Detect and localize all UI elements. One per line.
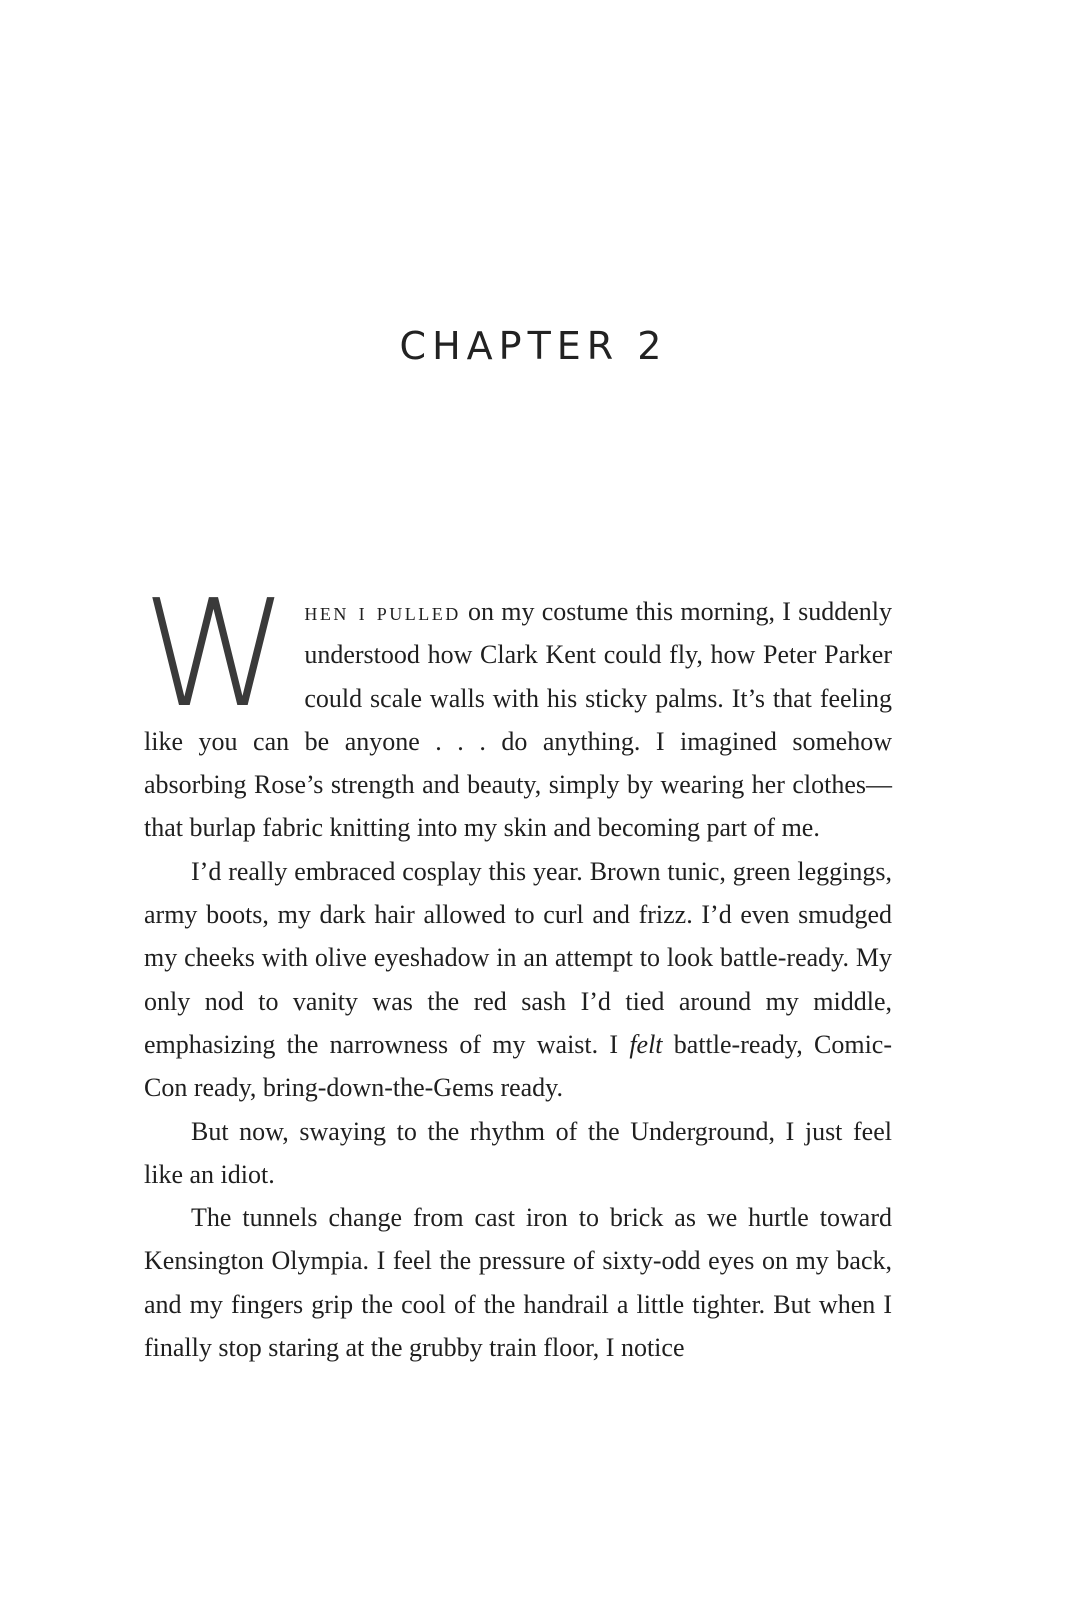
paragraph-3-text: But now, swaying to the rhythm of the Underground, I just feel like an idiot. (144, 1116, 892, 1189)
paragraph-1 (142, 568, 892, 850)
chapter-heading: CHAPTER 2 (399, 324, 668, 368)
paragraph-2-text-after: battle-ready, Comic-Con ready, bring-down-the-Gems ready. (144, 1029, 892, 1103)
drop-cap: W (142, 568, 289, 740)
small-caps-lead-in: hen i pulled (304, 597, 461, 626)
paragraph-2-text-before: I’d really embraced cosplay this year. Brown tunic, green leggings, army boots, my dark hair allowed to curl and frizz. I’d even smudged my cheeks with olive eyeshadow in an attempt to look battle-ready. My only nod to vanity was the red sash I’d tied around my middle, emphasizing the narrowness of my waist. I (144, 856, 892, 1059)
paragraph-1-text: on my costume this morning, I suddenly understood how Clark Kent could fly, how Peter Parker could scale walls with his sticky palms. It’s that feeling like you can be anyone . . . do anything. I imagined somehow absorbing Rose’s strength and beauty, simply by wearing her clothes—that burlap fabric knitting into my skin and becoming part of me. (144, 597, 892, 843)
paragraph-4-text: The tunnels change from cast iron to brick as we hurtle toward Kensington Olympia. I feel the pressure of sixty-odd eyes on my back, and my fingers grip the cool of the handrail a little tighter. But when I finally stop staring at the grubby train floor, I notice (144, 1203, 892, 1363)
paragraph-2-emphasis: felt (629, 1029, 663, 1059)
paragraph-4 (144, 1196, 892, 1369)
paragraph-2 (144, 850, 892, 1110)
chapter-body (142, 568, 892, 1369)
paragraph-3 (144, 1110, 892, 1197)
